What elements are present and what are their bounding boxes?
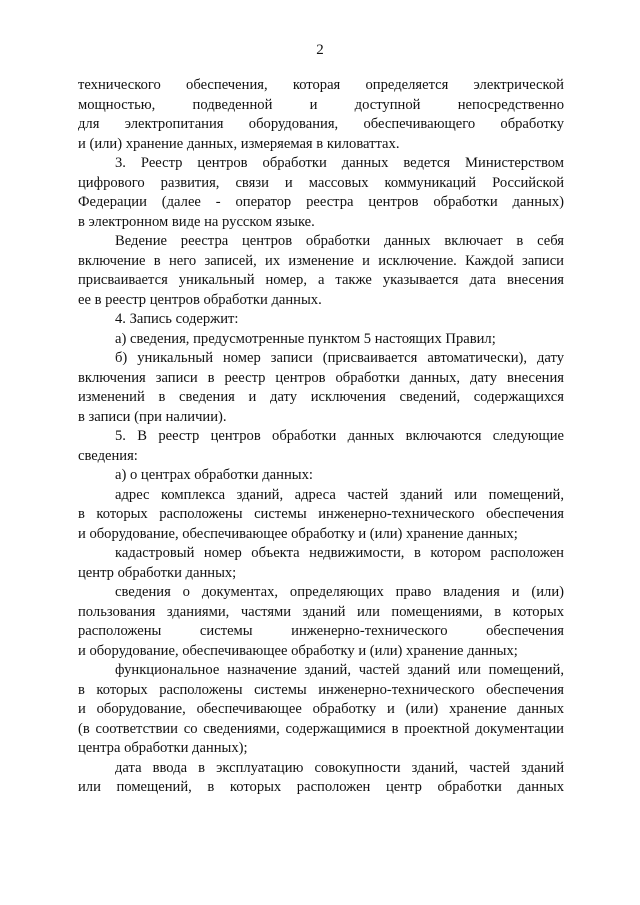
text-line: дата ввода в эксплуатацию совокупности зданий, частей зданий (115, 759, 564, 776)
text-line: 5. В реестр центров обработки данных включаются следующие (115, 428, 564, 444)
paragraph (78, 76, 564, 154)
text-line: изменений в сведения и дату исключения сведений, содержащихся (78, 389, 564, 405)
paragraph (78, 544, 564, 583)
text-line: кадастровый номер объекта недвижимости, в котором расположен (115, 545, 564, 561)
paragraph (78, 583, 564, 661)
text-line: и (или) хранение данных, измеряемая в киловаттах. (78, 135, 400, 152)
paragraph (78, 154, 564, 232)
text-line: 3. Реестр центров обработки данных ведется Министерством (115, 155, 564, 171)
text-line: технического обеспечения, которая определяется электрической (78, 77, 564, 93)
text-line: сведения: (78, 447, 138, 464)
paragraph (78, 466, 564, 486)
text-line: центра обработки данных); (78, 740, 248, 756)
paragraph (78, 427, 564, 466)
text-line: включения записи в реестр центров обработки данных, дату внесения (78, 369, 564, 386)
text-line: в которых расположены системы инженерно-технического обеспечения (78, 681, 564, 698)
document-body (78, 76, 564, 798)
paragraph (78, 232, 564, 310)
text-line: 4. Запись содержит: (115, 311, 239, 327)
text-line: в записи (при наличии). (78, 408, 227, 425)
text-line: а) сведения, предусмотренные пунктом 5 настоящих Правил; (115, 330, 496, 347)
text-line: для электропитания оборудования, обеспечивающего обработку (78, 116, 564, 132)
text-line: (в соответствии со сведениями, содержащимися в проектной документации (78, 720, 564, 737)
text-line: Ведение реестра центров обработки данных включает в себя (115, 233, 564, 249)
text-line: в электронном виде на русском языке. (78, 213, 315, 230)
text-line: и оборудование, обеспечивающее обработку и (или) хранение данных; (78, 642, 518, 659)
text-line: Федерации (далее - оператор реестра центров обработки данных) (78, 194, 564, 210)
text-line: расположены системы инженерно-технического обеспечения (78, 623, 564, 639)
text-line: а) о центрах обработки данных: (115, 467, 313, 483)
text-line: присваивается уникальный номер, а также указывается дата внесения (78, 272, 564, 288)
text-line: адрес комплекса зданий, адреса частей зданий или помещений, (115, 486, 564, 503)
text-line: ее в реестр центров обработки данных. (78, 291, 322, 308)
paragraph (78, 661, 564, 759)
text-line: или помещений, в которых расположен центр обработки данных (78, 779, 564, 795)
text-line: и оборудование, обеспечивающее обработку и (или) хранение данных; (78, 525, 518, 542)
page-number: 2 (316, 42, 324, 58)
text-line: сведения о документах, определяющих право владения и (или) (115, 584, 564, 600)
text-line: и оборудование, обеспечивающее обработку и (или) хранение данных (78, 701, 564, 717)
text-line: включение в него записей, их изменение и исключение. Каждой записи (78, 252, 564, 269)
text-line: функциональное назначение зданий, частей зданий или помещений, (115, 662, 564, 678)
paragraph (78, 349, 564, 427)
paragraph (78, 759, 564, 798)
paragraph (78, 310, 564, 330)
paragraph (78, 486, 564, 545)
paragraph (78, 330, 564, 350)
text-line: пользования зданиями, частями зданий или помещениями, в которых (78, 603, 564, 620)
text-line: б) уникальный номер записи (присваивается автоматически), дату (115, 350, 564, 366)
text-line: цифрового развития, связи и массовых коммуникаций Российской (78, 174, 564, 191)
text-line: мощностью, подведенной и доступной непосредственно (78, 96, 564, 113)
text-line: центр обработки данных; (78, 564, 237, 581)
text-line: в которых расположены системы инженерно-технического обеспечения (78, 506, 564, 522)
